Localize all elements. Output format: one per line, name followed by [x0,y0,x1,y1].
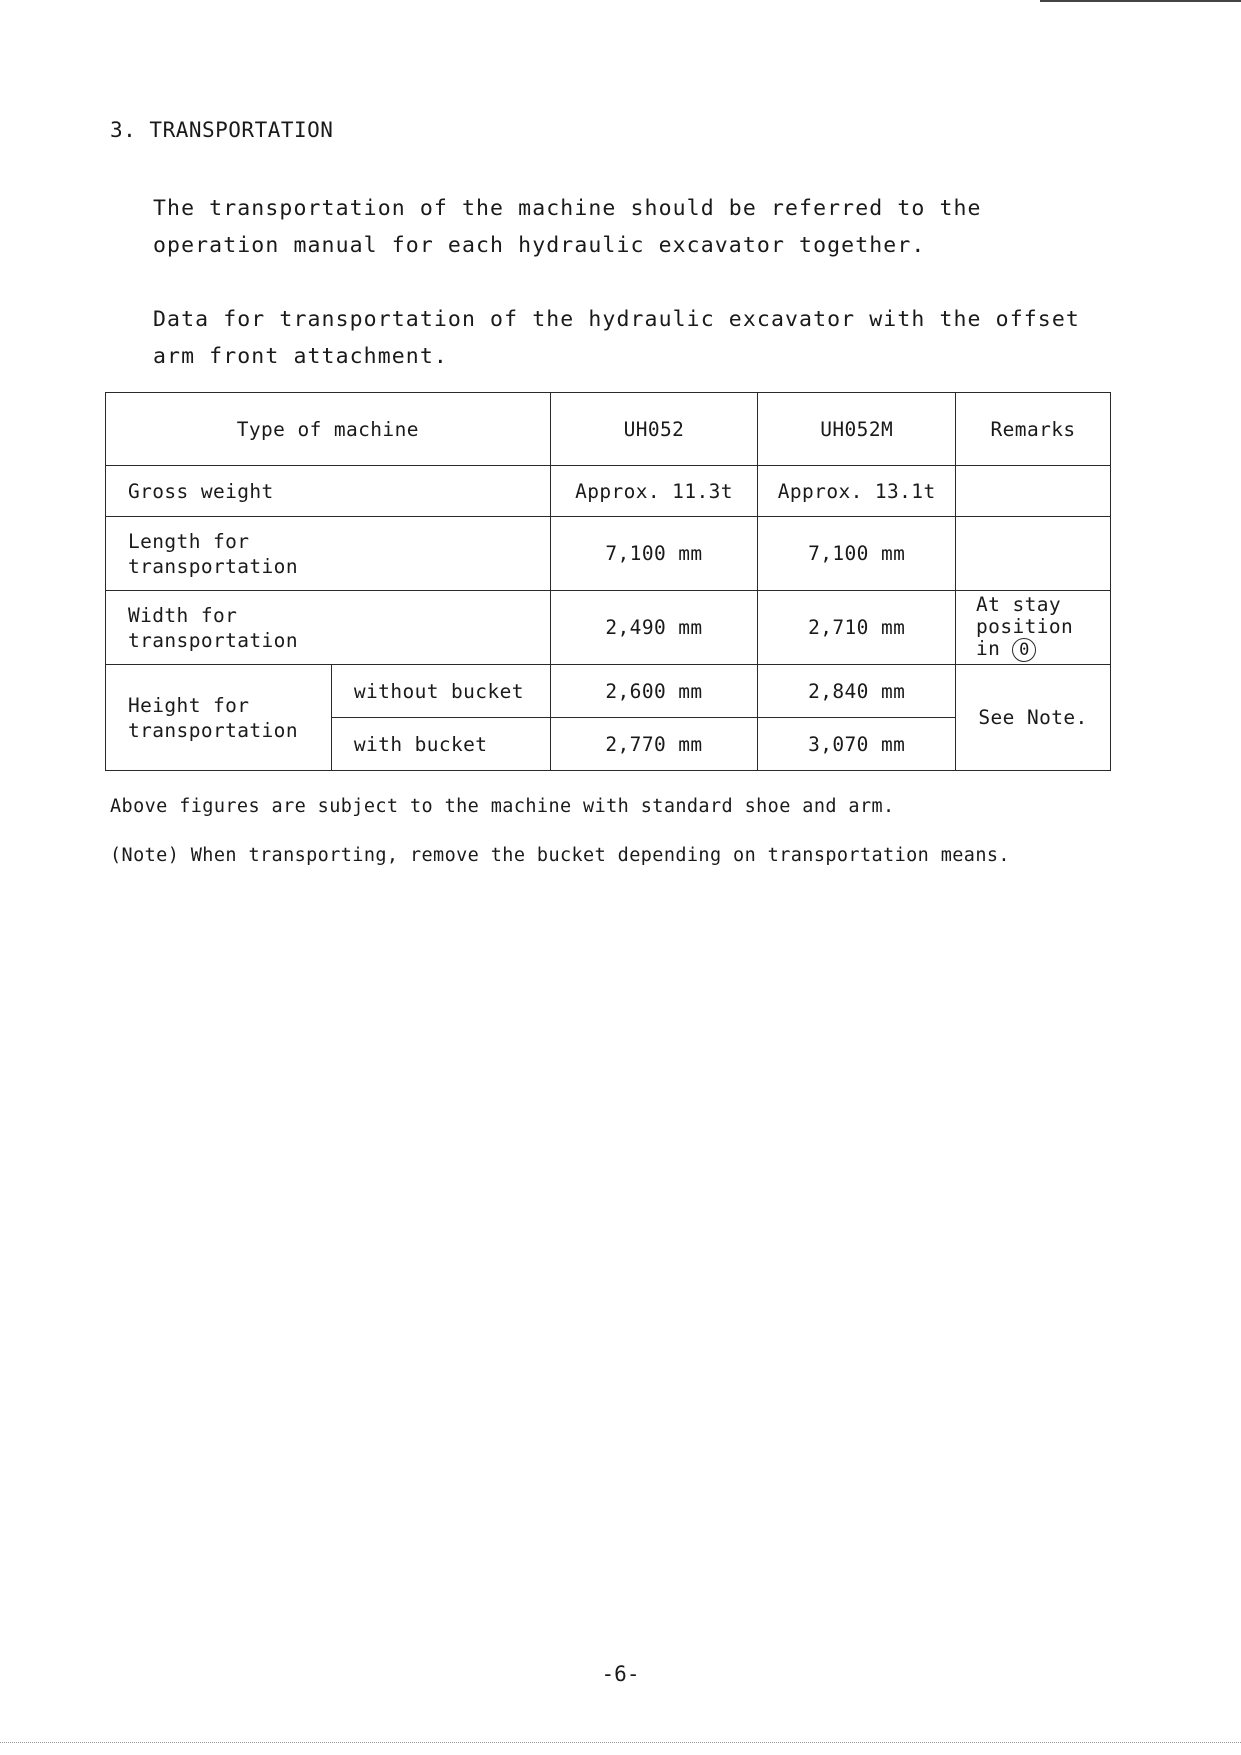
circled-zero-mark: 0 [1012,638,1036,662]
header-remarks: Remarks [956,393,1111,466]
header-type-of-machine: Type of machine [106,393,551,466]
width-uh052m: 2,710 mm [758,591,956,665]
height-remarks: See Note. [956,665,1111,771]
gross-weight-label: Gross weight [106,466,551,517]
length-label-line-1: Length for [128,529,250,553]
length-remarks [956,517,1111,591]
length-label [106,517,551,591]
with-bucket-label: with bucket [331,718,550,771]
table-row [106,517,1111,591]
length-label-line-2: transportation [128,554,298,578]
height-label-line-1: Height for [128,693,250,717]
height-label [106,665,332,771]
width-label [106,591,551,665]
page-number: -6- [601,1662,640,1686]
width-label-line-2: transportation [128,628,298,652]
table-row [106,466,1111,517]
intro-line-1: The transportation of the machine should be referred to the [153,196,982,221]
height-label-line-2: transportation [128,718,298,742]
header-uh052: UH052 [550,393,758,466]
top-rule [1040,0,1241,2]
intro-paragraph [153,190,982,264]
table-row [106,591,1111,665]
bottom-scan-edge [0,1742,1241,1744]
figures-note: Above figures are subject to the machine with standard shoe and arm. [110,796,895,817]
width-remarks [956,591,1111,665]
length-uh052: 7,100 mm [550,517,758,591]
width-remarks-in: in [976,636,1001,660]
transport-data-table [105,392,1111,771]
gross-weight-uh052: Approx. 11.3t [550,466,758,517]
data-line-1: Data for transportation of the hydraulic excavator with the offset [153,307,1080,332]
transport-note: (Note) When transporting, remove the bucket depending on transportation means. [110,845,1010,866]
width-remarks-line-1: At stay [976,592,1062,616]
without-bucket-label: without bucket [331,665,550,718]
gross-weight-remarks [956,466,1111,517]
data-paragraph [153,301,1080,375]
height-with-bucket-uh052: 2,770 mm [550,718,758,771]
height-without-bucket-uh052m: 2,840 mm [758,665,956,718]
gross-weight-uh052m: Approx. 13.1t [758,466,956,517]
table-row [106,665,1111,718]
data-line-2: arm front attachment. [153,344,448,369]
length-uh052m: 7,100 mm [758,517,956,591]
intro-line-2: operation manual for each hydraulic excavator together. [153,233,926,258]
width-label-line-1: Width for [128,603,238,627]
width-uh052: 2,490 mm [550,591,758,665]
height-with-bucket-uh052m: 3,070 mm [758,718,956,771]
table-header-row [106,393,1111,466]
width-remarks-line-2: position [976,614,1074,638]
height-without-bucket-uh052: 2,600 mm [550,665,758,718]
section-heading: 3. TRANSPORTATION [110,118,334,142]
width-remarks-line-3 [976,638,1110,662]
header-uh052m: UH052M [758,393,956,466]
